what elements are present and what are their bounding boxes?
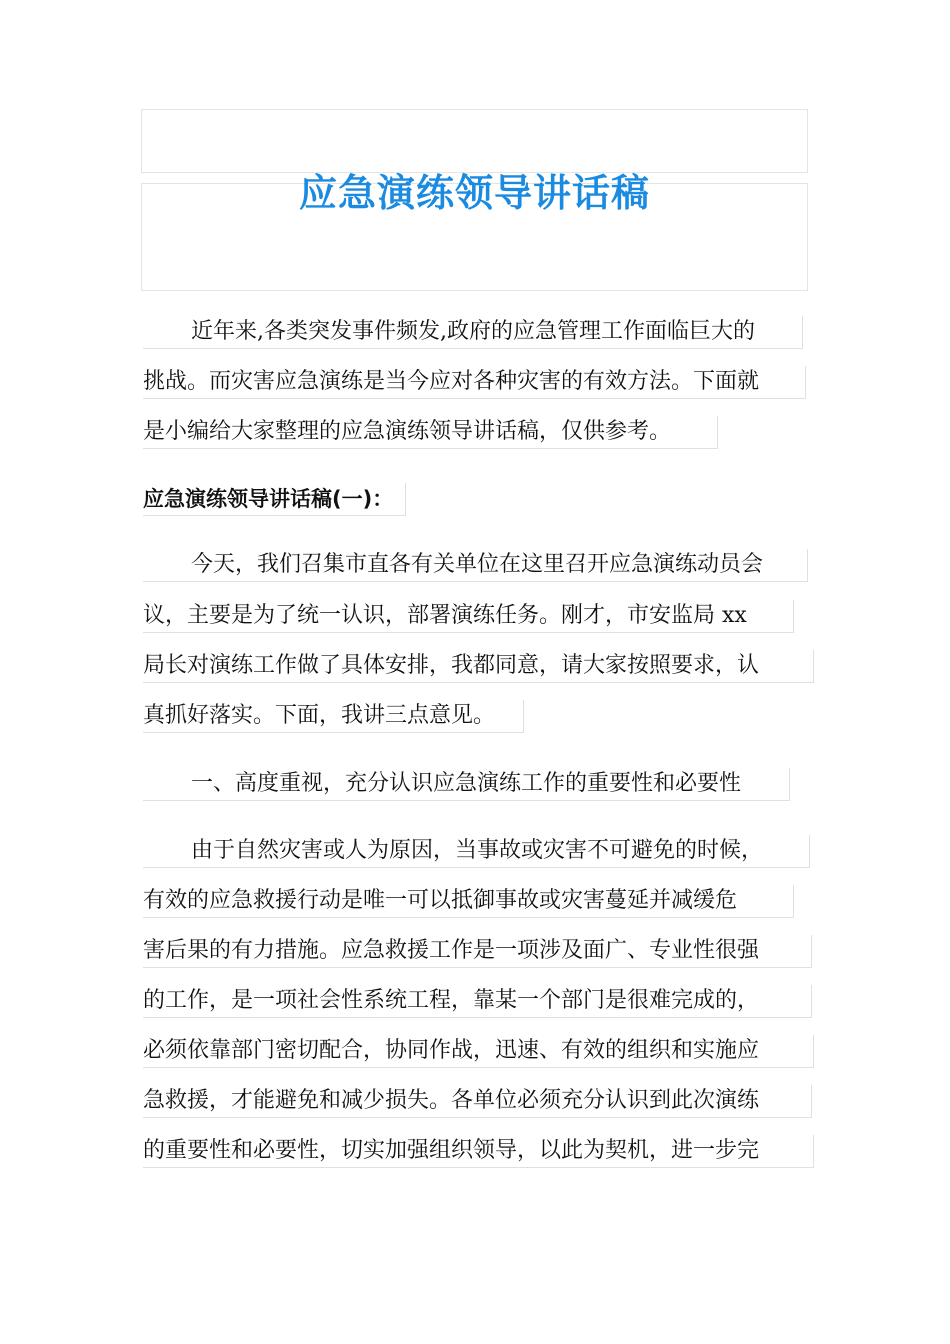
para2-line-5: 必须依靠部门密切配合，协同作战，迅速、有效的组织和实施应 [143,1035,814,1068]
para2-line-7: 的重要性和必要性，切实加强组织领导，以此为契机，进一步完 [143,1135,814,1168]
para1-line-2: 议，主要是为了统一认识，部署演练任务。刚才，市安监局 xx [143,600,794,633]
para2-line-4: 的工作，是一项社会性系统工程，靠某一个部门是很难完成的， [143,985,812,1018]
intro-line-2: 挑战。而灾害应急演练是当今应对各种灾害的有效方法。下面就 [143,366,806,399]
intro-line-3: 是小编给大家整理的应急演练领导讲话稿，仅供参考。 [143,416,718,449]
intro-line-1: 近年来,各类突发事件频发,政府的应急管理工作面临巨大的 [143,316,803,349]
para2-line-3: 害后果的有力措施。应急救援工作是一项涉及面广、专业性很强 [143,935,812,968]
point-one-heading: 一、高度重视，充分认识应急演练工作的重要性和必要性 [143,768,790,801]
para2-line-1: 由于自然灾害或人为原因，当事故或灾害不可避免的时候， [143,835,810,868]
para1-line-3: 局长对演练工作做了具体安排，我都同意，请大家按照要求，认 [143,650,814,683]
para1-line-4: 真抓好落实。下面，我讲三点意见。 [143,700,524,733]
para1-line-1: 今天，我们召集市直各有关单位在这里召开应急演练动员会 [143,549,808,582]
para2-line-6: 急救援，才能避免和减少损失。各单位必须充分认识到此次演练 [143,1085,812,1118]
para2-line-2: 有效的应急救援行动是唯一可以抵御事故或灾害蔓延并减缓危 [143,885,794,918]
section-heading: 应急演练领导讲话稿(一)： [143,483,406,516]
document-title: 应急演练领导讲话稿 [298,171,650,215]
